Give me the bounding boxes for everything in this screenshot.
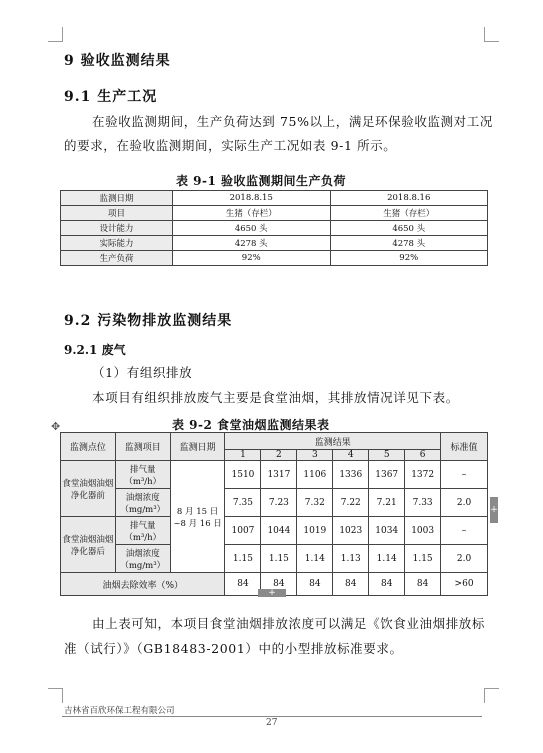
table-cell: 监测日期 — [61, 191, 173, 206]
table-cell: 1317 — [261, 461, 297, 489]
table-cell: 生猪（存栏） — [173, 206, 331, 221]
paragraph-3-line-1: 由上表可知，本项目食堂油烟排放浓度可以满足《饮食业油烟排放标 — [92, 616, 486, 631]
table-row — [61, 517, 488, 545]
table-cell: 1003 — [405, 517, 441, 545]
table-cell: 1.14 — [369, 545, 405, 573]
table-cell: 7.22 — [333, 489, 369, 517]
table-cell: 84 — [261, 573, 297, 596]
removal-efficiency-label: 油烟去除效率（%） — [61, 573, 225, 596]
table-production-load — [60, 190, 488, 266]
table-row — [61, 236, 488, 251]
table-cell: 1372 — [405, 461, 441, 489]
section-heading-9-2: 9.2 污染物排放监测结果 — [64, 313, 233, 329]
table-row — [61, 251, 488, 266]
header-col-4: 4 — [333, 450, 369, 461]
table-cell: 84 — [225, 573, 261, 596]
table-cell: 生产负荷 — [61, 251, 173, 266]
table-cell: >60 — [441, 573, 488, 596]
table-cell: 1336 — [333, 461, 369, 489]
table-cell: 1034 — [369, 517, 405, 545]
header-col-3: 3 — [297, 450, 333, 461]
point-before-purifier: 食堂油烟油烟净化器前 — [61, 461, 116, 517]
point-after-purifier: 食堂油烟油烟净化器后 — [61, 517, 116, 573]
table-header-row — [61, 433, 488, 450]
table-cell: 1023 — [333, 517, 369, 545]
table-cell: 4278 头 — [330, 236, 488, 251]
table-cell: 4650 头 — [330, 221, 488, 236]
table-row — [61, 489, 488, 517]
header-col-2: 2 — [261, 450, 297, 461]
table-cell: 1.15 — [405, 545, 441, 573]
table-cell: 92% — [173, 251, 331, 266]
table-cell: 项目 — [61, 206, 173, 221]
table-cell: 2.0 — [441, 489, 488, 517]
table-cell: 2018.8.16 — [330, 191, 488, 206]
page-number: 27 — [266, 718, 278, 728]
table-cell: 7.35 — [225, 489, 261, 517]
footer-company-name: 吉林省百欣环保工程有限公司 — [64, 706, 175, 716]
table-cell: 1.13 — [333, 545, 369, 573]
header-col-5: 5 — [369, 450, 405, 461]
table-cell: 7.23 — [261, 489, 297, 517]
item-fume-concentration: 油烟浓度（mg/m³） — [115, 489, 170, 517]
paragraph-3-line-2: 准（试行）》（GB18483-2001）中的小型排放标准要求。 — [64, 641, 403, 656]
item-fume-concentration: 油烟浓度（mg/m³） — [115, 545, 170, 573]
crop-mark-top-right — [484, 27, 499, 42]
table-cell: 7.33 — [405, 489, 441, 517]
section-heading-9: 9 验收监测结果 — [64, 53, 171, 69]
table-cell: 1044 — [261, 517, 297, 545]
table-cell: 84 — [369, 573, 405, 596]
table-cell: 生猪（存栏） — [330, 206, 488, 221]
crop-mark-bottom-left — [48, 688, 63, 703]
footer-divider — [62, 716, 482, 717]
table-cell: 7.21 — [369, 489, 405, 517]
header-standard-value: 标准值 — [441, 433, 488, 461]
monitoring-date-cell: 8 月 15 日~8 月 16 日 — [170, 461, 225, 573]
section-heading-9-1: 9.1 生产工况 — [64, 89, 158, 105]
table-row — [61, 191, 488, 206]
table-cell: 4278 头 — [173, 236, 331, 251]
header-col-6: 6 — [405, 450, 441, 461]
table-cell: 设计能力 — [61, 221, 173, 236]
table-row — [61, 206, 488, 221]
table-row — [61, 461, 488, 489]
table-cell: 92% — [330, 251, 488, 266]
table-cell: 84 — [297, 573, 333, 596]
table-cell: 1.14 — [297, 545, 333, 573]
paragraph-2: 本项目有组织排放废气主要是食堂油烟，其排放情况详见下表。 — [92, 390, 459, 405]
table-row — [61, 221, 488, 236]
table-cell: 4650 头 — [173, 221, 331, 236]
crop-mark-top-left — [48, 27, 63, 42]
table-cell: 2018.8.15 — [173, 191, 331, 206]
table-move-handle-icon[interactable]: ✥ — [51, 420, 61, 433]
crop-mark-bottom-right — [484, 688, 499, 703]
header-monitoring-point: 监测点位 — [61, 433, 116, 461]
paragraph-1-line-1: 在验收监测期间，生产负荷达到 75%以上，满足环保验收监测对工况 — [92, 114, 493, 129]
table-cell: 1106 — [297, 461, 333, 489]
table-cell: 1007 — [225, 517, 261, 545]
table-cell: 1.15 — [225, 545, 261, 573]
header-col-1: 1 — [225, 450, 261, 461]
header-monitoring-item: 监测项目 — [115, 433, 170, 461]
header-monitoring-results: 监测结果 — [225, 433, 441, 450]
table-1-caption: 表 9-1 验收监测期间生产负荷 — [176, 174, 347, 188]
add-column-handle-icon[interactable]: + — [490, 497, 498, 523]
table-cell: 实际能力 — [61, 236, 173, 251]
item-exhaust-flow: 排气量（m³/h） — [115, 461, 170, 489]
paragraph-1-line-2: 的要求，在验收监测期间，实际生产工况如表 9-1 所示。 — [64, 138, 397, 153]
add-row-handle-icon[interactable]: + — [258, 589, 286, 597]
table-kitchen-fume-results — [60, 432, 488, 596]
table-cell: 1.15 — [261, 545, 297, 573]
item-exhaust-flow: 排气量（m³/h） — [115, 517, 170, 545]
table-cell: – — [441, 517, 488, 545]
table-2-caption: 表 9-2 食堂油烟监测结果表 — [172, 418, 330, 432]
table-cell: 84 — [333, 573, 369, 596]
section-heading-9-2-1: 9.2.1 废气 — [64, 343, 126, 357]
subitem-organized-emission: （1）有组织排放 — [92, 365, 193, 380]
table-cell: 2.0 — [441, 545, 488, 573]
table-cell: 1367 — [369, 461, 405, 489]
table-cell: – — [441, 461, 488, 489]
table-cell: 7.32 — [297, 489, 333, 517]
header-monitoring-date: 监测日期 — [170, 433, 225, 461]
table-cell: 84 — [405, 573, 441, 596]
table-cell: 1019 — [297, 517, 333, 545]
table-row — [61, 545, 488, 573]
table-cell: 1510 — [225, 461, 261, 489]
